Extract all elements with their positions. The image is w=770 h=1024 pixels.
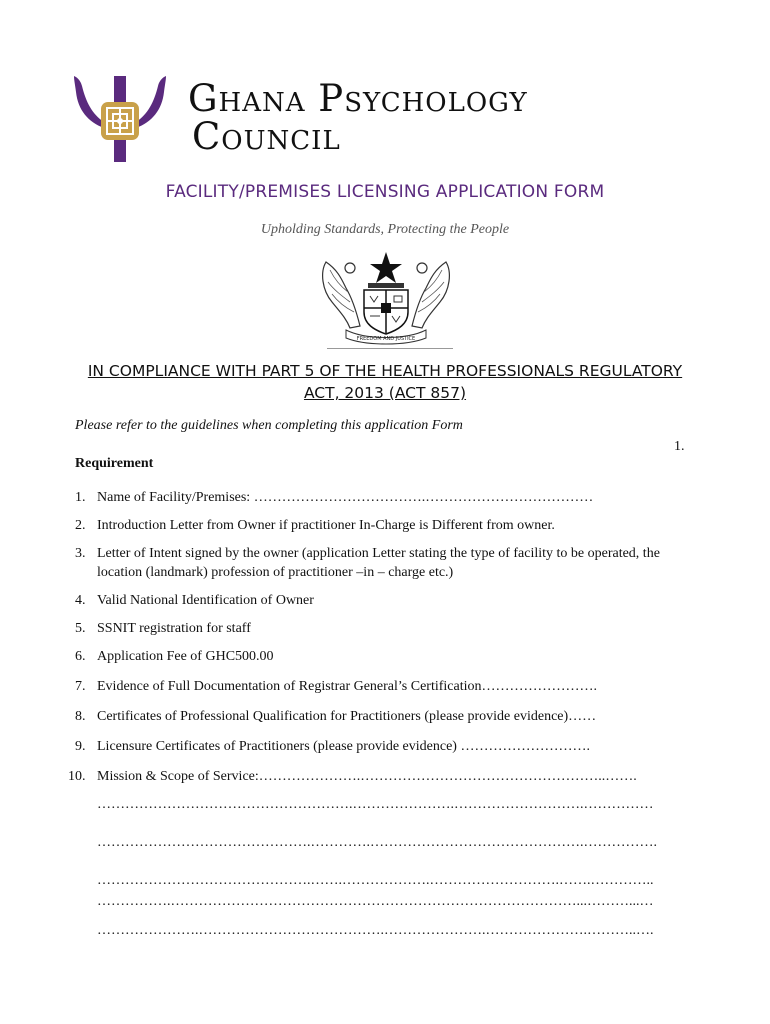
list-item: [75, 707, 705, 726]
instruction-text: Please refer to the guidelines when completing this application Form: [75, 418, 463, 433]
organization-name-line1: Ghana Psychology: [188, 77, 528, 120]
list-item: [75, 516, 705, 535]
list-item-text: Letter of Intent signed by the owner (application Letter stating the type of facility to be operated, the location (landmark) profession of practitioner –in – charge etc.): [97, 546, 660, 580]
list-item-text: Licensure Certificates of Practitioners (please provide evidence) ……………………….: [97, 739, 590, 754]
list-item-text: Evidence of Full Documentation of Registrar General’s Certification…………………….: [97, 679, 597, 694]
tagline: Upholding Standards, Protecting the People: [260, 222, 510, 237]
mission-scope-answer-lines: [97, 795, 707, 940]
list-item-text: SSNIT registration for staff: [97, 621, 251, 636]
list-item: [68, 767, 705, 786]
psi-logo-icon: [70, 70, 170, 165]
list-item-text: Application Fee of GHC500.00: [97, 649, 274, 664]
list-item-text: Introduction Letter from Owner if practitioner In-Charge is Different from owner.: [97, 518, 555, 533]
compliance-line2: ACT, 2013 (ACT 857): [303, 384, 467, 402]
list-item-number: 7.: [75, 679, 86, 694]
list-item-number: 5.: [75, 621, 86, 636]
letterhead: [70, 70, 710, 165]
list-item: [75, 647, 705, 666]
dotted-answer-line[interactable]: ……………………………………………….………………….……………………….……………: [97, 797, 654, 812]
list-item-text: Mission & Scope of Service:………………….……………………………………………..…….: [97, 769, 637, 784]
list-item-number: 2.: [75, 518, 86, 533]
organization-name: [188, 77, 528, 158]
compliance-line1: IN COMPLIANCE WITH PART 5 OF THE HEALTH PROFESSIONALS REGULATORY: [87, 362, 683, 380]
list-item-number: 3.: [75, 546, 86, 561]
form-title: FACILITY/PREMISES LICENSING APPLICATION FORM: [165, 182, 605, 202]
requirement-heading: Requirement: [75, 456, 154, 471]
requirements-list: [68, 488, 705, 786]
list-item-number: 8.: [75, 709, 86, 724]
coat-divider: [327, 348, 453, 349]
coat-of-arms-icon: [316, 248, 456, 346]
list-item: [75, 591, 705, 610]
list-item: [75, 488, 705, 507]
coat-of-arms-motto: FREEDOM AND JUSTICE: [356, 336, 416, 342]
page-number: 1.: [674, 439, 685, 454]
list-item-number: 1.: [75, 490, 86, 505]
dotted-answer-line[interactable]: ……………………………………….…….……………….……………………….…….…………..: [97, 873, 654, 888]
dotted-answer-line[interactable]: ………………….………………………………….………………….………………….………..….: [97, 923, 654, 938]
list-item-number: 4.: [75, 593, 86, 608]
list-item-text: Name of Facility/Premises: ……………………………….………………………………: [97, 490, 594, 505]
dotted-answer-line[interactable]: …………….……………………………………………………………………………...………...…: [97, 894, 654, 909]
list-item-number: 9.: [75, 739, 86, 754]
organization-name-line2: Council: [192, 115, 341, 158]
list-item-number: 6.: [75, 649, 86, 664]
list-item: [75, 544, 705, 582]
compliance-statement: [60, 360, 710, 404]
dotted-answer-line[interactable]: ……………………………………….………….……………………………………….…………….: [97, 835, 657, 850]
list-item-text: Valid National Identification of Owner: [97, 593, 314, 608]
list-item-number: 10.: [68, 769, 86, 784]
list-item: [75, 619, 705, 638]
list-item: [75, 737, 705, 756]
list-item: [75, 677, 705, 696]
list-item-text: Certificates of Professional Qualification for Practitioners (please provide evidence)……: [97, 709, 597, 724]
